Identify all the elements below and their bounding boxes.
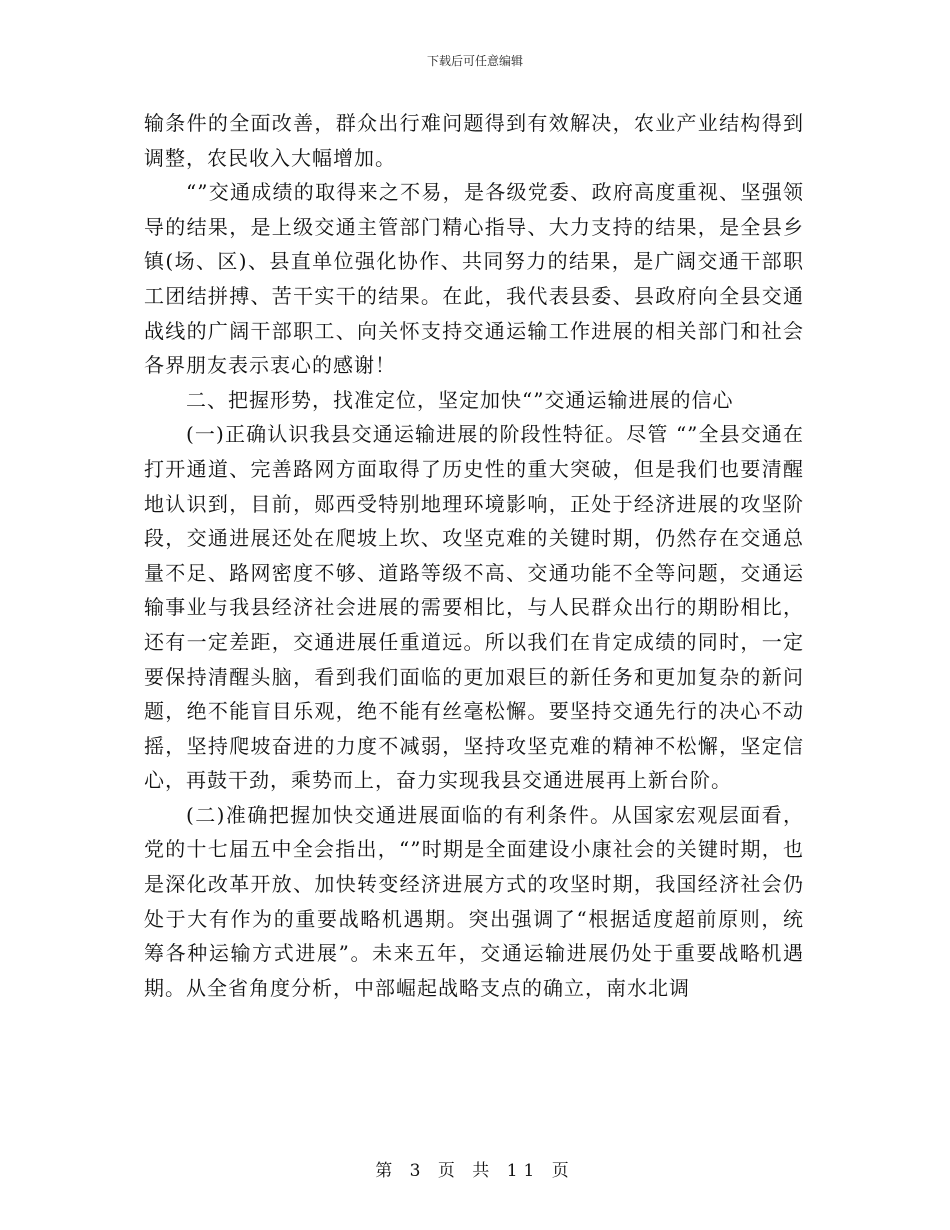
paragraph-stage-features: (一)正确认识我县交通运输进展的阶段性特征。尽管 “”全县交通在打开通道、完善路网方面取得了历史性的重大突破，但是我们也要清醒地认识到，目前，郧西受特别地理环境影响，正处于经济进展的攻坚阶段，交通进展还处在爬坡上坎、攻坚克难的关键时期，仍然存在交通总量不足、路网密度不够、道路等级不高、交通功能不全等问题，交通运输事业与我县经济社会进展的需要相比，与人民群众出行的期盼相比，还有一定差距，交通进展任重道远。所以我们在肯定成绩的同时，一定要保持清醒头脑，看到我们面临的更加艰巨的新任务和更加复杂的新问题，绝不能盲目乐观，绝不能有丝毫松懈。要坚持交通先行的决心不动摇，坚持爬坡奋进的力度不减弱，坚持攻坚克难的精神不松懈，坚定信心，再鼓干劲，乘势而上，奋力实现我县交通进展再上新台阶。: [144, 422, 804, 793]
page-header: 下载后可任意编辑: [426, 54, 523, 68]
paragraph-achievements: “”交通成绩的取得来之不易，是各级党委、政府高度重视、坚强领导的结果，是上级交通主管部门精心指导、大力支持的结果，是全县乡镇(场、区)、县直单位强化协作、共同努力的结果，是广阔交通干部职工团结拼搏、苦干实干的结果。在此，我代表县委、县政府向全县交通战线的广阔干部职工、向关怀支持交通运输工作进展的相关部门和社会各界朋友表示衷心的感谢！: [144, 180, 804, 378]
document-body: [144, 106, 804, 1005]
page-number-footer: 第 3 页 共 11 页: [375, 1161, 575, 1181]
section-heading-two: 二、把握形势，找准定位，坚定加快“”交通运输进展的信心: [186, 387, 734, 412]
paragraph-continuation: 输条件的全面改善，群众出行难问题得到有效解决，农业产业结构得到调整，农民收入大幅增加。: [144, 111, 804, 170]
paragraph-favorable-conditions: (二)准确把握加快交通进展面临的有利条件。从国家宏观层面看，党的十七届五中全会指出，“”时期是全面建设小康社会的关键时期，也是深化改革开放、加快转变经济进展方式的攻坚时期，我国经济社会仍处于大有作为的重要战略机遇期。突出强调了“根据适度超前原则，统筹各种运输方式进展”。未来五年，交通运输进展仍处于重要战略机遇期。从全省角度分析，中部崛起战略支点的确立，南水北调: [144, 802, 804, 1000]
